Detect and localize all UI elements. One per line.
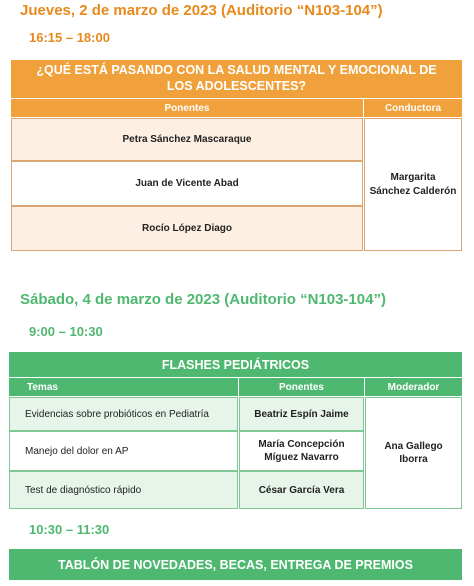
header-moderator: Conductora — [364, 99, 462, 117]
header-topics: Temas — [9, 378, 238, 396]
speaker-cell — [239, 397, 364, 431]
speaker-cell: Juan de Vicente Abad — [11, 161, 363, 206]
speaker-name-line: Beatriz Espín Jaime — [254, 408, 349, 420]
topic-cell: Evidencias sobre probióticos en Pediatría — [9, 397, 238, 431]
speaker-name-line: César García Vera — [258, 484, 345, 496]
speaker-cell — [239, 471, 364, 509]
header-moderator: Moderador — [365, 378, 462, 396]
moderator-name-line: Sánchez Calderón — [369, 185, 457, 197]
speaker-name-line: María Concepción — [258, 439, 345, 450]
moderator-name-line: Margarita — [390, 172, 436, 183]
session-time: 10:30 – 11:30 — [29, 522, 110, 537]
session-time: 9:00 – 10:30 — [29, 324, 103, 339]
day-heading-thursday: Jueves, 2 de marzo de 2023 (Auditorio “N103-104”) — [20, 2, 383, 19]
day-heading-saturday: Sábado, 4 de marzo de 2023 (Auditorio “N103-104”) — [20, 291, 386, 308]
moderator-name-line: Ana Gallego — [384, 440, 443, 452]
session-title-line: ¿QUÉ ESTÁ PASANDO CON LA SALUD MENTAL Y EMOCIONAL DE — [36, 63, 437, 78]
speaker-cell — [239, 431, 364, 471]
topic-cell: Manejo del dolor en AP — [9, 431, 238, 471]
session-title-line: LOS ADOLESCENTES? — [166, 79, 307, 93]
session-title — [11, 60, 462, 98]
session-title: TABLÓN DE NOVEDADES, BECAS, ENTREGA DE PREMIOS — [9, 549, 462, 580]
session-title: FLASHES PEDIÁTRICOS — [9, 352, 462, 377]
moderator-cell — [364, 118, 462, 251]
header-speakers: Ponentes — [11, 99, 363, 117]
session-time: 16:15 – 18:00 — [29, 30, 110, 45]
moderator-name-line: Iborra — [399, 454, 428, 465]
header-speakers: Ponentes — [239, 378, 364, 396]
speaker-cell: Petra Sánchez Mascaraque — [11, 118, 363, 161]
topic-cell: Test de diagnóstico rápido — [9, 471, 238, 509]
moderator-cell — [365, 397, 462, 509]
speaker-name-line: Míguez Navarro — [264, 452, 339, 463]
speaker-cell: Rocío López Diago — [11, 206, 363, 251]
